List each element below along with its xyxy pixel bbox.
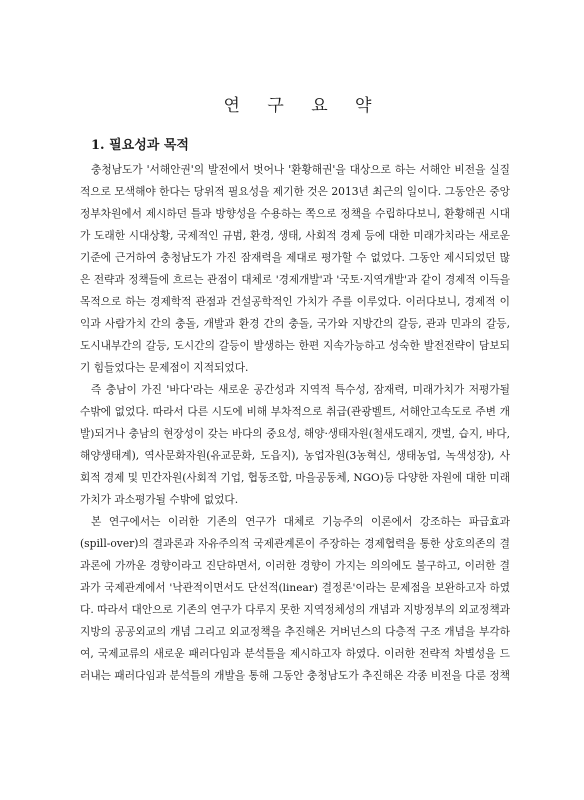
paragraph-line: 발)되거나 충남의 현장성이 갖는 바다의 중요성, 해양·생태자원(철새도래지, 갯벌, 습지, 바다, xyxy=(80,428,510,440)
paragraph-line: 기준에 근거하여 충청남도가 가진 잠재력을 제대로 평가할 수 없었다. 그동안 제시되었던 많 xyxy=(80,251,510,264)
paragraph-line: 기 힘들었다는 문제점이 지적되었다. xyxy=(80,361,249,374)
paragraph-line: 지방의 공공외교의 개념 그리고 외교정책을 추진해온 거버넌스의 다층적 구조 개념을 부각하 xyxy=(80,625,510,638)
paragraph-line: (spill-over)의 결과론과 자유주의적 국제관계론이 주장하는 경제협력을 통한 상호의존의 결 xyxy=(80,537,510,550)
paragraph-line: 회적 경제 및 민간자원(사회적 기업, 협동조합, 마을공동체, NGO)등 다양한 자원에 대한 미래 xyxy=(80,472,510,484)
paragraph-line: 충청남도가 '서해안권'의 발전에서 벗어나 '환황해권'을 대상으로 하는 서해안 비전을 실질 xyxy=(91,163,510,176)
paragraph-line: 해양생태계), 역사문화자원(유교문화, 도읍지), 농업자원(3농혁신, 생태농업, 녹색성장), 사 xyxy=(80,449,510,462)
paragraph-line: 익과 사람가치 간의 충돌, 개발과 환경 간의 충돌, 국가와 지방간의 갈등, 관과 민과의 갈등, xyxy=(80,317,510,330)
paragraph-line: 가 도래한 시대상황, 국제적인 규범, 환경, 생태, 사회적 경제 등에 대한 미래가치라는 새로운 xyxy=(80,229,510,242)
paragraph-line: 목적으로 하는 경제학적 관점과 건설공학적인 가치가 주를 이루었다. 이러다보니, 경제적 이 xyxy=(80,295,510,308)
paragraph-line: 여, 국제교류의 새로운 패러다임과 분석틀을 제시하고자 하였다. 이러한 전략적 차별성을 드 xyxy=(80,647,510,660)
section-heading: 1. 필요성과 목적 xyxy=(91,138,189,153)
paragraph-line: 러내는 패러다임과 분석틀의 개발을 통해 그동안 충청남도가 추진해온 각종 비전을 다룬 정책 xyxy=(80,669,510,682)
document-title: 연 구 요 약 xyxy=(223,96,383,116)
paragraph-line: 과론에 가까운 경향이라고 진단하면서, 이러한 경향이 가지는 의의에도 불구하고, 이러한 결 xyxy=(80,559,510,572)
paragraph-line: 다. 따라서 대안으로 기존의 연구가 다루지 못한 지역정체성의 개념과 지방정부의 외교정책과 xyxy=(80,603,510,616)
paragraph-line: 도시내부간의 갈등, 도시간의 갈등이 발생하는 한편 지속가능하고 성숙한 발전전략이 담보되 xyxy=(80,339,510,352)
paragraph-line: 적으로 모색해야 한다는 당위적 필요성을 제기한 것은 2013년 최근의 일이다. 그동안은 중앙 xyxy=(80,185,510,198)
paragraph-line: 정부차원에서 제시하던 틀과 방향성을 수용하는 쪽으로 정책을 수립하다보니, 환황해권 시대 xyxy=(80,207,510,220)
paragraph-line: 과가 국제관계에서 '낙관적이면서도 단선적(linear) 결정론'이라는 문제점을 보완하고자 하였 xyxy=(80,582,510,594)
paragraph-line: 즉 충남이 가진 '바다'라는 새로운 공간성과 지역적 특수성, 잠재력, 미래가치가 저평가될 xyxy=(91,383,510,396)
paragraph-line: 은 전략과 정책들에 흐르는 관점이 대체로 '경제개발'과 '국토·지역개발'과 같이 경제적 이득을 xyxy=(80,274,510,286)
paragraph-line: 수밖에 없었다. 따라서 다른 시도에 비해 부차적으로 취급(관광벨트, 서해안고속도로 주변 개 xyxy=(80,405,510,418)
paragraph-line: 가치가 과소평가될 수밖에 없었다. xyxy=(80,493,239,506)
paragraph-line: 본 연구에서는 이러한 기존의 연구가 대체로 기능주의 이론에서 강조하는 파급효과 xyxy=(91,515,510,528)
